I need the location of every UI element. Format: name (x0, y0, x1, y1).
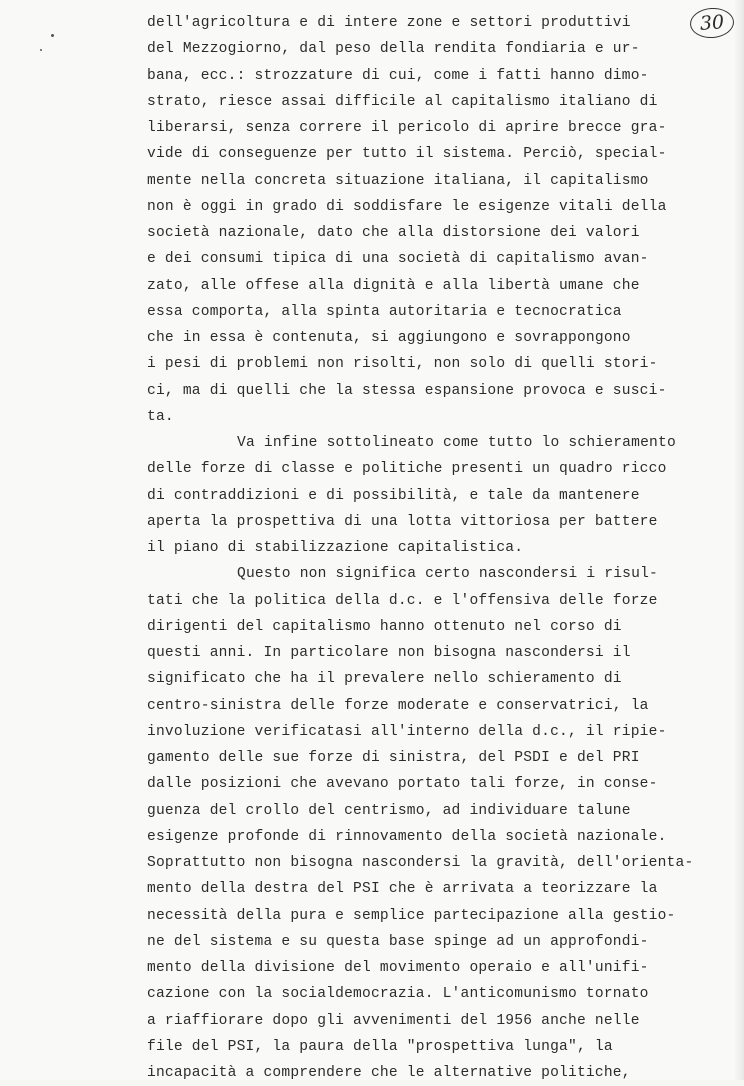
text-line: tati che la politica della d.c. e l'offensiva delle forze (147, 592, 658, 609)
text-line: essa comporta, alla spinta autoritaria e tecnocratica (147, 303, 622, 320)
text-line: incapacità a comprendere che le alternative politiche, (147, 1065, 631, 1081)
text-line: dell'agricoltura e di intere zone e settori produttivi (147, 15, 631, 31)
text-line: aperta la prospettiva di una lotta vittoriosa per battere (147, 513, 658, 530)
text-line: guenza del crollo del centrismo, ad individuare talune (147, 802, 631, 819)
text-line: vide di conseguenze per tutto il sistema. Perciò, special- (147, 146, 667, 163)
text-line: cazione con la socialdemocrazia. L'anticomunismo tornato (147, 986, 649, 1003)
text-line: che in essa è contenuta, si aggiungono e sovrappongono (147, 330, 631, 346)
text-line: gamento delle sue forze di sinistra, del PSDI e del PRI (147, 750, 640, 766)
text-line: file del PSI, la paura della "prospettiva lunga", la (147, 1038, 613, 1055)
text-line: necessità della pura e semplice partecipazione alla gestio- (147, 907, 676, 924)
text-line: del Mezzogiorno, dal peso della rendita fondiaria e ur- (147, 41, 640, 58)
ink-speck (40, 49, 42, 51)
text-line: strato, riesce assai difficile al capitalismo italiano di (147, 93, 658, 110)
page-edge-shadow (734, 0, 744, 1080)
text-line: significato che ha il prevalere nello schieramento di (147, 671, 622, 688)
text-line: involuzione verificatasi all'interno della d.c., il ripie- (147, 723, 667, 740)
paragraph-start-line: Questo non significa certo nascondersi i risul- (237, 566, 659, 583)
text-line: zato, alle offese alla dignità e alla libertà umane che (147, 277, 640, 294)
text-line: e dei consumi tipica di una società di capitalismo avan- (147, 251, 649, 268)
text-line: dirigenti del capitalismo hanno ottenuto nel corso di (147, 618, 622, 635)
text-line: Soprattutto non bisogna nascondersi la gravità, dell'orienta- (147, 855, 694, 871)
text-line: centro-sinistra delle forze moderate e conservatrici, la (147, 697, 649, 714)
text-line: liberarsi, senza correre il pericolo di aprire brecce gra- (147, 120, 667, 136)
text-line: ne del sistema e su questa base spinge ad un approfondi- (147, 933, 649, 950)
text-line: di contraddizioni e di possibilità, e tale da mantenere (147, 487, 640, 504)
text-line: delle forze di classe e politiche presenti un quadro ricco (147, 461, 667, 478)
text-line: mento della divisione del movimento operaio e all'unifi- (147, 960, 649, 976)
text-line: dalle posizioni che avevano portato tali forze, in conse- (147, 776, 658, 793)
text-line: società nazionale, dato che alla distorsione dei valori (147, 225, 640, 241)
text-line: il piano di stabilizzazione capitalistica. (147, 540, 524, 556)
text-line: a riaffiorare dopo gli avvenimenti del 1956 anche nelle (147, 1012, 640, 1029)
text-line: ci, ma di quelli che la stessa espansione provoca e susci- (147, 382, 667, 399)
paragraph-start-line: Va infine sottolineato come tutto lo schieramento (237, 435, 676, 451)
body-text (147, 10, 727, 1086)
text-line: ta. (147, 408, 174, 425)
text-line: i pesi di problemi non risolti, non solo di quelli stori- (147, 356, 658, 373)
text-line: mento della destra del PSI che è arrivata a teorizzare la (147, 881, 658, 898)
ink-speck (51, 34, 54, 37)
text-line: questi anni. In particolare non bisogna nascondersi il (147, 645, 631, 661)
page-number: 30 (689, 7, 735, 40)
text-line: mente nella concreta situazione italiana, il capitalismo (147, 172, 649, 189)
text-line: bana, ecc.: strozzature di cui, come i fatti hanno dimo- (147, 67, 649, 84)
text-line: non è oggi in grado di soddisfare le esigenze vitali della (147, 198, 667, 215)
text-line: esigenze profonde di rinnovamento della società nazionale. (147, 828, 667, 845)
